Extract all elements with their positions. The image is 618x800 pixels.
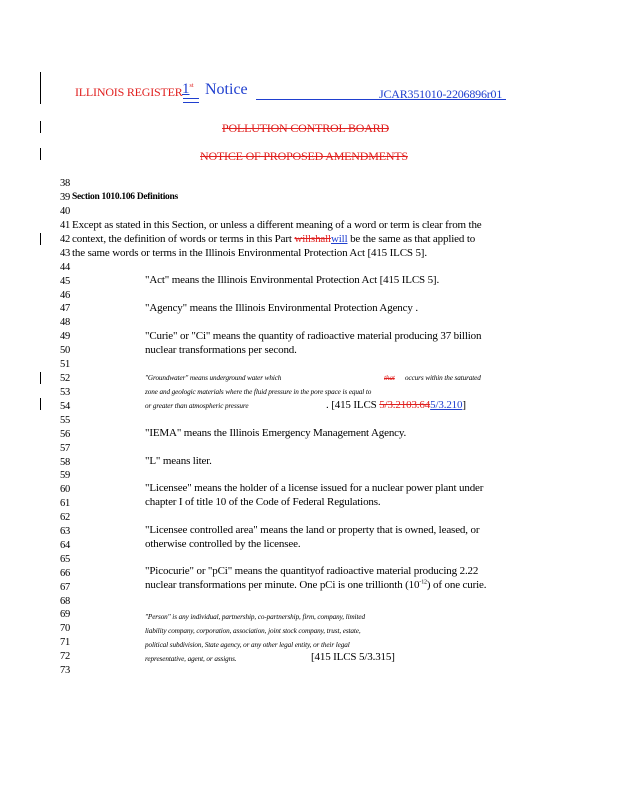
definition-person: liability company, corporation, association, joint stock company, trust, estate, (145, 627, 361, 635)
line-number: 53 (60, 387, 70, 398)
change-bar (40, 121, 41, 133)
definition-licensee-controlled-area: otherwise controlled by the licensee. (145, 538, 301, 550)
deleted-text: that (384, 374, 395, 382)
definition-liter: "L" means liter. (145, 455, 212, 467)
intro-line: Except as stated in this Section, or unless a different meaning of a word or term is clear from the (72, 219, 482, 231)
definition-iema: "IEMA" means the Illinois Emergency Management Agency. (145, 427, 407, 439)
definition-curie: "Curie" or "Ci" means the quantity of radioactive material producing 37 billion (145, 330, 482, 342)
line-number: 52 (60, 373, 70, 384)
line-number: 39 (60, 192, 70, 203)
line-number: 64 (60, 540, 70, 551)
picocurie-text: ) of one curie. (426, 579, 487, 591)
intro-line (72, 233, 475, 245)
intro-text: context, the definition of words or terms in this Part (72, 233, 295, 245)
definition-act: "Act" means the Illinois Environmental Protection Act [415 ILCS 5]. (145, 274, 440, 286)
revision-marker (182, 81, 194, 98)
line-number: 46 (60, 290, 70, 301)
line-number: 47 (60, 303, 70, 314)
line-number: 59 (60, 470, 70, 481)
definition-agency: "Agency" means the Illinois Environmental Protection Agency . (145, 302, 418, 314)
line-number: 48 (60, 317, 70, 328)
revision-marker-number: 1 (182, 81, 190, 97)
line-number: 68 (60, 596, 70, 607)
deleted-text: willshall (294, 233, 331, 245)
line-number: 54 (60, 401, 70, 412)
change-bar (40, 398, 41, 410)
definition-groundwater: zone and geologic materials where the fluid pressure in the pore space is equal to (145, 388, 372, 396)
line-number: 70 (60, 623, 70, 634)
definition-licensee: "Licensee" means the holder of a license issued for a nuclear power plant under (145, 482, 484, 494)
line-number: 44 (60, 262, 70, 273)
line-number: 38 (60, 178, 70, 189)
line-number: 50 (60, 345, 70, 356)
line-number: 57 (60, 443, 70, 454)
definition-groundwater: or greater than atmospheric pressure (145, 402, 249, 410)
picocurie-text: nuclear transformations per minute. One pCi is one trillionth (10 (145, 579, 420, 591)
line-number: 61 (60, 498, 70, 509)
line-number: 40 (60, 206, 70, 217)
citation-text: ] (462, 399, 466, 411)
marker-underline (183, 102, 199, 103)
line-number: 69 (60, 609, 70, 620)
line-number: 67 (60, 582, 70, 593)
line-number: 66 (60, 568, 70, 579)
document-id: JCAR351010-2206896r01 (379, 87, 503, 101)
deleted-text: 5/3.2103.64 (379, 399, 431, 411)
marker-underline (183, 98, 199, 99)
definition-groundwater: occurs within the saturated (405, 374, 481, 382)
definition-person: political subdivision, State agency, or any other legal entity, or their legal (145, 641, 350, 649)
definition-picocurie (145, 579, 486, 591)
line-number: 62 (60, 512, 70, 523)
line-number: 56 (60, 429, 70, 440)
line-number: 65 (60, 554, 70, 565)
notice-label: Notice (205, 81, 248, 98)
definition-groundwater: "Groundwater" means underground water which (145, 374, 282, 382)
definition-licensee: chapter I of title 10 of the Code of Federal Regulations. (145, 496, 381, 508)
line-number: 63 (60, 526, 70, 537)
line-number: 41 (60, 220, 70, 231)
citation-text: . [415 ILCS (326, 399, 380, 411)
definition-curie: nuclear transformations per second. (145, 344, 297, 356)
line-number: 55 (60, 415, 70, 426)
line-number: 45 (60, 276, 70, 287)
line-number: 60 (60, 484, 70, 495)
change-bar (40, 148, 41, 160)
line-number: 71 (60, 637, 70, 648)
definition-licensee-controlled-area: "Licensee controlled area" means the land or property that is owned, leased, or (145, 524, 480, 536)
section-title: Section 1010.106 Definitions (72, 192, 178, 202)
line-number: 43 (60, 248, 70, 259)
person-citation: [415 ILCS 5/3.315] (311, 651, 395, 663)
change-bar (40, 233, 41, 245)
line-number: 51 (60, 359, 70, 370)
line-number: 58 (60, 457, 70, 468)
revision-marker-sup: st (189, 83, 194, 89)
line-number: 73 (60, 665, 70, 676)
intro-text: be the same as that applied to (347, 233, 476, 245)
board-name: POLLUTION CONTROL BOARD (222, 121, 389, 135)
change-bar (40, 372, 41, 384)
exponent: -12 (419, 579, 427, 586)
definition-person: "Person" is any individual, partnership, co-partnership, firm, company, limited (145, 613, 365, 621)
line-number: 72 (60, 651, 70, 662)
definition-picocurie: "Picocurie" or "pCi" means the quantityof radioactive material producing 2.22 (145, 565, 479, 577)
change-bar (40, 72, 41, 104)
register-title: ILLINOIS REGISTER (75, 85, 183, 99)
inserted-text: will (330, 233, 348, 245)
notice-title: NOTICE OF PROPOSED AMENDMENTS (200, 149, 408, 163)
line-number: 42 (60, 234, 70, 245)
line-number: 49 (60, 331, 70, 342)
definition-person: representative, agent, or assigns. (145, 655, 237, 663)
intro-line: the same words or terms in the Illinois Environmental Protection Act [415 ILCS 5]. (72, 247, 427, 259)
groundwater-citation (326, 399, 466, 411)
inserted-text: 5/3.210 (430, 399, 463, 411)
